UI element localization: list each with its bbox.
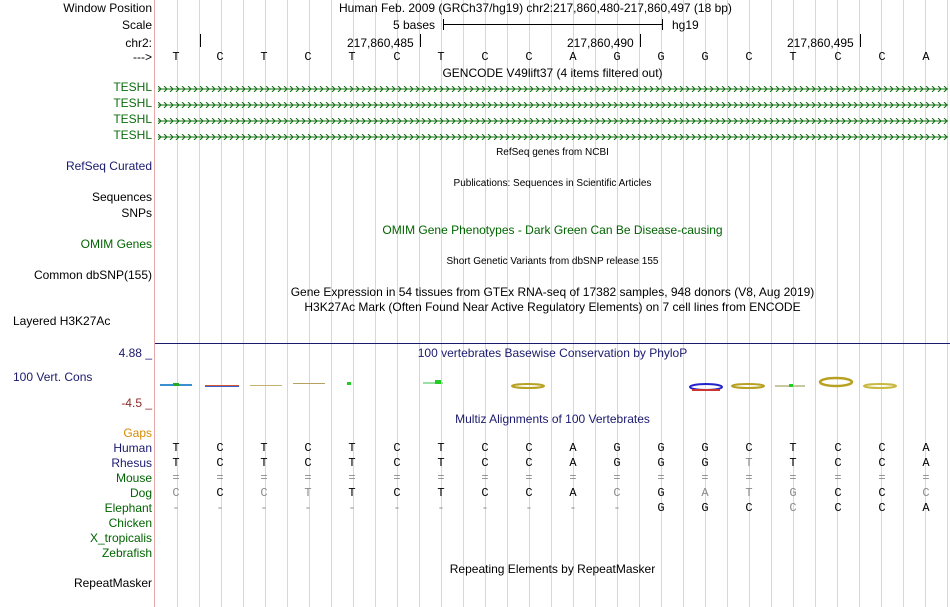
aligned-base: = (569, 471, 577, 485)
gene-feature-line[interactable] (158, 118, 948, 124)
species-label[interactable]: Mouse (115, 471, 152, 485)
species-label[interactable]: Rhesus (111, 456, 152, 470)
gencode-title[interactable]: GENCODE V49lift37 (4 items filtered out) (442, 66, 663, 80)
phylop-glyph (732, 384, 764, 388)
phylop-logo-glyphs (155, 372, 950, 394)
species-label[interactable]: Zebrafish (101, 546, 152, 560)
gene-feature-line[interactable] (158, 102, 948, 108)
scale-bar-left-tick (443, 19, 444, 30)
repeatmasker-title[interactable]: Repeating Elements by RepeatMasker (449, 562, 656, 576)
species-label[interactable]: X_tropicalis (89, 531, 152, 545)
aligned-base: C (481, 441, 489, 455)
phylop-glyph (205, 386, 239, 387)
reference-base: G (657, 50, 665, 64)
aligned-base: T (745, 486, 753, 500)
reference-base: C (393, 50, 401, 64)
ruler-tick (640, 34, 641, 47)
aligned-base: C (922, 486, 930, 500)
reference-base: T (789, 50, 797, 64)
aligned-base: = (304, 471, 312, 485)
aligned-base: C (216, 441, 224, 455)
aligned-base: T (789, 456, 797, 470)
gaps-label[interactable]: Gaps (123, 426, 152, 440)
aligned-base: T (437, 441, 445, 455)
reference-base: A (922, 50, 930, 64)
aligned-base: C (789, 501, 797, 515)
aligned-base: C (613, 486, 621, 500)
aligned-base: = (525, 471, 533, 485)
reference-base: C (834, 50, 842, 64)
aligned-base: C (525, 441, 533, 455)
scale-assembly: hg19 (672, 18, 699, 32)
phylop-glyph (293, 383, 325, 384)
aligned-base: G (657, 441, 665, 455)
phylop-glyph (864, 384, 896, 388)
gtex-title[interactable]: Gene Expression in 54 tissues from GTEx RNA-seq of 17382 samples, 948 donors (V8, Aug 2019) (290, 285, 815, 299)
aligned-base: - (613, 501, 621, 515)
omim-title[interactable]: OMIM Gene Phenotypes - Dark Green Can Be Disease-causing (382, 223, 723, 237)
aligned-base: T (348, 456, 356, 470)
aligned-base: C (878, 501, 886, 515)
reference-base: T (172, 50, 180, 64)
ruler-position-1: 217,860,485 (347, 36, 414, 50)
aligned-base: C (878, 456, 886, 470)
aligned-base: = (216, 471, 224, 485)
refseq-title[interactable]: RefSeq genes from NCBI (496, 147, 609, 158)
reference-base: G (613, 50, 621, 64)
aligned-base: = (260, 471, 268, 485)
reference-base: T (348, 50, 356, 64)
aligned-base: G (657, 486, 665, 500)
phylop-title[interactable]: 100 vertebrates Basewise Conservation by PhyloP (417, 346, 688, 360)
aligned-base: C (393, 441, 401, 455)
aligned-base: A (569, 486, 577, 500)
aligned-base: = (834, 471, 842, 485)
aligned-base: = (745, 471, 753, 485)
reference-base: C (216, 50, 224, 64)
sequences-label[interactable]: Sequences (91, 190, 152, 204)
scale-bar (443, 24, 663, 25)
aligned-base: G (701, 501, 709, 515)
aligned-base: = (393, 471, 401, 485)
aligned-base: C (393, 456, 401, 470)
aligned-base: G (657, 456, 665, 470)
aligned-base: G (701, 456, 709, 470)
aligned-base: - (569, 501, 577, 515)
aligned-base: C (393, 486, 401, 500)
aligned-base: G (701, 441, 709, 455)
aligned-base: C (834, 456, 842, 470)
phylop-glyph (173, 383, 179, 386)
aligned-base: T (260, 456, 268, 470)
snps-label[interactable]: SNPs (121, 206, 152, 220)
aligned-base: - (172, 501, 180, 515)
species-label[interactable]: Elephant (104, 501, 152, 515)
reference-base: C (525, 50, 533, 64)
window-position-value[interactable]: Human Feb. 2009 (GRCh37/hg19) chr2:217,860,480-217,860,497 (18 bp) (339, 1, 732, 15)
aligned-base: C (834, 486, 842, 500)
aligned-base: T (789, 441, 797, 455)
aligned-base: - (348, 501, 356, 515)
aligned-base: C (834, 441, 842, 455)
ruler-tick (420, 34, 421, 47)
phylop-glyph (820, 378, 852, 386)
aligned-base: = (878, 471, 886, 485)
aligned-base: A (922, 501, 930, 515)
aligned-base: C (260, 486, 268, 500)
aligned-base: = (437, 471, 445, 485)
phylop-label[interactable]: 100 Vert. Cons (13, 370, 93, 384)
aligned-base: G (613, 441, 621, 455)
aligned-base: T (172, 456, 180, 470)
aligned-base: G (789, 486, 797, 500)
aligned-base: = (172, 471, 180, 485)
aligned-base: - (216, 501, 224, 515)
phylop-glyph (435, 380, 441, 384)
multiz-title[interactable]: Multiz Alignments of 100 Vertebrates (455, 412, 650, 426)
aligned-base: = (613, 471, 621, 485)
scale-value: 5 bases (393, 18, 436, 32)
aligned-base: C (834, 501, 842, 515)
aligned-base: T (348, 486, 356, 500)
aligned-base: A (569, 456, 577, 470)
ruler-tick (860, 34, 861, 47)
aligned-base: - (304, 501, 312, 515)
aligned-base: T (172, 441, 180, 455)
aligned-base: C (745, 501, 753, 515)
publications-title[interactable]: Publications: Sequences in Scientific Articles (453, 178, 652, 189)
gencode-item[interactable]: TESHL (113, 96, 152, 110)
species-label[interactable]: Dog (129, 486, 152, 500)
aligned-base: C (878, 441, 886, 455)
aligned-base: C (481, 456, 489, 470)
aligned-base: = (789, 471, 797, 485)
aligned-base: A (569, 441, 577, 455)
aligned-base: = (657, 471, 665, 485)
reference-base: T (437, 50, 445, 64)
ruler-position-3: 217,860,495 (787, 36, 854, 50)
chrom-label: chr2: (125, 36, 152, 50)
gencode-item[interactable]: TESHL (113, 112, 152, 126)
aligned-base: G (657, 501, 665, 515)
h3k27ac-label[interactable]: Layered H3K27Ac (13, 314, 111, 328)
h3k27ac-title[interactable]: H3K27Ac Mark (Often Found Near Active Regulatory Elements) on 7 cell lines from ENCODE (304, 300, 801, 314)
aligned-base: A (922, 441, 930, 455)
aligned-base: = (701, 471, 709, 485)
aligned-base: G (613, 456, 621, 470)
gencode-item[interactable]: TESHL (113, 128, 152, 142)
phylop-glyph (347, 382, 351, 385)
aligned-base: T (304, 486, 312, 500)
species-label[interactable]: Human (113, 441, 152, 455)
reference-base: T (260, 50, 268, 64)
aligned-base: C (216, 486, 224, 500)
phylop-glyph (789, 384, 793, 387)
aligned-base: T (260, 441, 268, 455)
reference-base: G (701, 50, 709, 64)
aligned-base: T (437, 456, 445, 470)
aligned-base: - (437, 501, 445, 515)
aligned-base: C (172, 486, 180, 500)
scale-label: Scale (121, 18, 152, 32)
aligned-base: C (525, 486, 533, 500)
aligned-base: = (348, 471, 356, 485)
aligned-base: - (393, 501, 401, 515)
aligned-base: A (701, 486, 709, 500)
reference-base: C (481, 50, 489, 64)
strand-label: ---> (133, 50, 152, 64)
scale-bar-right-tick (662, 19, 663, 30)
aligned-base: T (437, 486, 445, 500)
aligned-base: C (304, 456, 312, 470)
repeatmasker-label[interactable]: RepeatMasker (73, 576, 152, 590)
dbsnp-label[interactable]: Common dbSNP(155) (33, 268, 152, 282)
gene-feature-line[interactable] (158, 134, 948, 140)
ruler-tick (200, 34, 201, 47)
aligned-base: C (525, 456, 533, 470)
aligned-base: C (304, 441, 312, 455)
dbsnp-title[interactable]: Short Genetic Variants from dbSNP release 155 (446, 256, 659, 267)
aligned-base: A (922, 456, 930, 470)
aligned-base: = (922, 471, 930, 485)
aligned-base: - (260, 501, 268, 515)
reference-base: C (745, 50, 753, 64)
omim-label[interactable]: OMIM Genes (80, 237, 152, 251)
phylop-glyph (512, 384, 544, 388)
aligned-base: C (878, 486, 886, 500)
ruler-position-2: 217,860,490 (567, 36, 634, 50)
phylop-max: 4.88 _ (118, 346, 152, 360)
aligned-base: C (481, 486, 489, 500)
reference-base: A (569, 50, 577, 64)
phylop-glyph (250, 385, 282, 386)
reference-base: C (304, 50, 312, 64)
phylop-glyph (692, 389, 720, 391)
gencode-item[interactable]: TESHL (113, 80, 152, 94)
aligned-base: T (348, 441, 356, 455)
reference-base: C (878, 50, 886, 64)
refseq-label[interactable]: RefSeq Curated (65, 159, 152, 173)
aligned-base: - (525, 501, 533, 515)
phylop-top-line (155, 343, 950, 344)
aligned-base: T (745, 456, 753, 470)
gene-feature-line[interactable] (158, 86, 948, 92)
aligned-base: - (481, 501, 489, 515)
species-label[interactable]: Chicken (108, 516, 152, 530)
aligned-base: C (745, 441, 753, 455)
aligned-base: C (216, 456, 224, 470)
aligned-base: = (481, 471, 489, 485)
window-position-label: Window Position (63, 1, 152, 15)
phylop-min: -4.5 _ (121, 396, 152, 410)
